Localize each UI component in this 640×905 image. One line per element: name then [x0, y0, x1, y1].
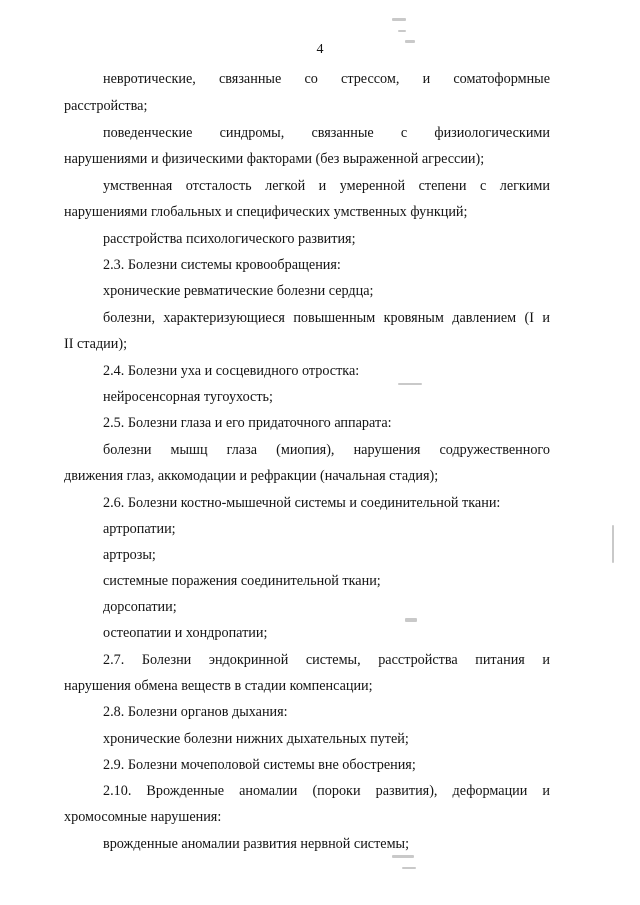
text-line: хронические болезни нижних дыхательных путей; [103, 731, 409, 747]
text-line: нарушениями и физическими факторами (без выраженной агрессии); [64, 151, 485, 167]
section-heading: 2.6. Болезни костно-мышечной системы и соединительной ткани: [103, 495, 501, 511]
scan-speck [398, 30, 406, 32]
scan-speck [392, 855, 414, 858]
scan-speck [612, 525, 614, 563]
text-line: дорсопатии; [103, 599, 177, 615]
section-heading: 2.7. Болезни эндокринной системы, расстройства питания и [103, 652, 550, 668]
text-line: нарушениями глобальных и специфических умственных функций; [64, 204, 468, 220]
section-heading: 2.9. Болезни мочеполовой системы вне обострения; [103, 757, 416, 773]
scan-speck [398, 383, 422, 385]
text-line: нарушения обмена веществ в стадии компенсации; [64, 678, 373, 694]
scan-speck [402, 867, 416, 869]
text-line: расстройства; [64, 98, 148, 114]
page-number: 4 [316, 42, 324, 57]
section-heading: 2.10. Врожденные аномалии (пороки развития), деформации и [103, 783, 550, 799]
text-line: хромосомные нарушения: [64, 809, 222, 825]
text-line: умственная отсталость легкой и умеренной степени с легкими [103, 178, 550, 194]
text-line: нейросенсорная тугоухость; [103, 389, 273, 405]
section-heading: 2.4. Болезни уха и сосцевидного отростка: [103, 363, 360, 379]
text-line: II стадии); [64, 336, 128, 352]
text-line: врожденные аномалии развития нервной системы; [103, 836, 410, 852]
text-line: системные поражения соединительной ткани; [103, 573, 381, 589]
text-line: болезни мышц глаза (миопия), нарушения содружественного [103, 442, 550, 458]
text-line: невротические, связанные со стрессом, и соматоформные [103, 71, 550, 87]
text-line: движения глаз, аккомодации и рефракции (начальная стадия); [64, 468, 439, 484]
section-heading: 2.3. Болезни системы кровообращения: [103, 257, 341, 273]
section-heading: 2.5. Болезни глаза и его придаточного аппарата: [103, 415, 392, 431]
section-heading: 2.8. Болезни органов дыхания: [103, 704, 288, 720]
scan-speck [405, 40, 415, 43]
scan-speck [392, 18, 406, 21]
text-line: хронические ревматические болезни сердца; [103, 283, 374, 299]
text-line: остеопатии и хондропатии; [103, 625, 268, 641]
text-line: артрозы; [103, 547, 156, 563]
text-line: поведенческие синдромы, связанные с физиологическими [103, 125, 550, 141]
scan-speck [405, 618, 417, 622]
text-line: расстройства психологического развития; [103, 231, 356, 247]
text-line: артропатии; [103, 521, 176, 537]
text-line: болезни, характеризующиеся повышенным кровяным давлением (I и [103, 310, 550, 326]
